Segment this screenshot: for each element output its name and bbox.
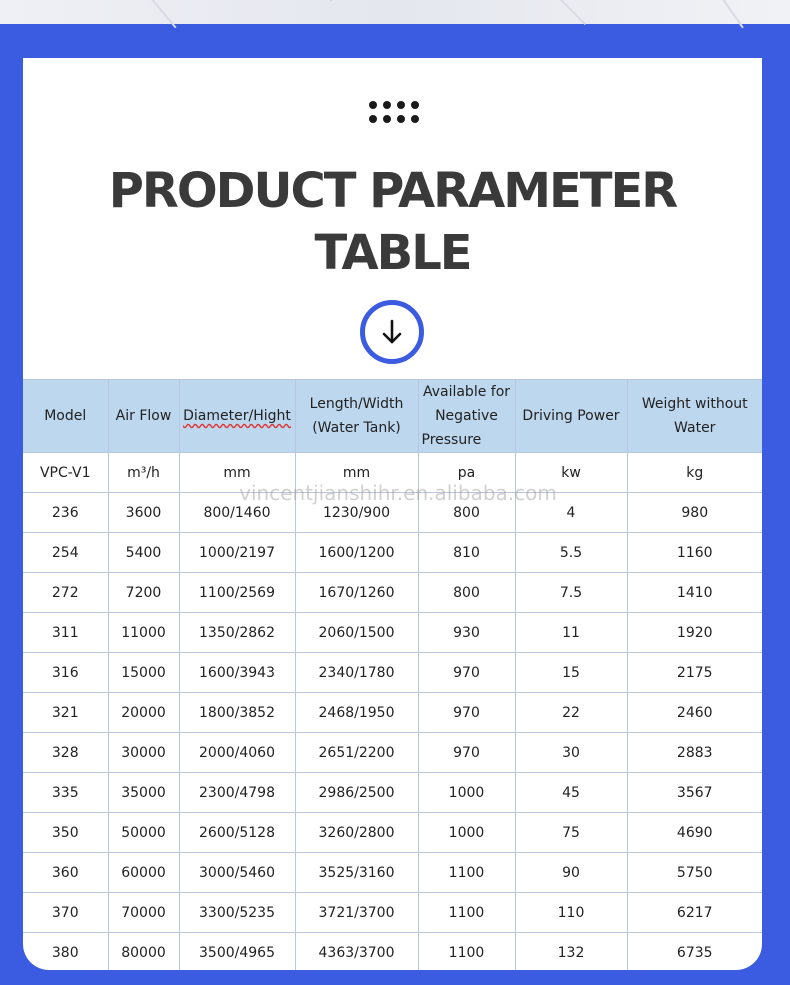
table-cell: 970 [418, 653, 515, 693]
table-cell: 5.5 [515, 533, 627, 573]
title-line-1: PRODUCT PARAMETER [108, 163, 677, 219]
table-row [23, 893, 762, 933]
watermark-text: vincentjianshihr.en.alibaba.com [239, 481, 557, 505]
table-cell: 272 [23, 573, 108, 613]
table-cell: 2600/5128 [179, 813, 295, 853]
table-cell: 11 [515, 613, 627, 653]
table-cell: 236 [23, 493, 108, 533]
title-line-2: TABLE [314, 225, 471, 281]
table-cell: 75 [515, 813, 627, 853]
header-diameter-hight [179, 380, 295, 453]
table-cell: 4690 [627, 813, 762, 853]
table-cell: 1000 [418, 773, 515, 813]
table-cell: 2986/2500 [295, 773, 418, 813]
table-row [23, 573, 762, 613]
table-cell: 15 [515, 653, 627, 693]
table-cell: 1100 [418, 933, 515, 971]
table-cell: 380 [23, 933, 108, 971]
table-cell: 1410 [627, 573, 762, 613]
table-cell: 1920 [627, 613, 762, 653]
table-cell: 321 [23, 693, 108, 733]
table-cell: 316 [23, 653, 108, 693]
table-row [23, 773, 762, 813]
header-model: Model [23, 380, 108, 453]
table-cell: 110 [515, 893, 627, 933]
unit-cell: pa [418, 453, 515, 493]
table-cell: 1600/3943 [179, 653, 295, 693]
table-cell: 970 [418, 693, 515, 733]
unit-cell: kw [515, 453, 627, 493]
table-cell: 970 [418, 733, 515, 773]
table-cell: 1670/1260 [295, 573, 418, 613]
table-row [23, 693, 762, 733]
parameter-card [23, 58, 762, 970]
table-cell: 5750 [627, 853, 762, 893]
table-cell: 4363/3700 [295, 933, 418, 971]
table-cell: 1100 [418, 853, 515, 893]
table-cell: 6735 [627, 933, 762, 971]
table-cell: 90 [515, 853, 627, 893]
table-cell: 7200 [108, 573, 179, 613]
table-units-row [23, 453, 762, 493]
table-cell: 350 [23, 813, 108, 853]
unit-cell: VPC-V1 [23, 453, 108, 493]
table-cell: 11000 [108, 613, 179, 653]
decor-line [719, 0, 744, 28]
table-cell: 1600/1200 [295, 533, 418, 573]
table-cell: 810 [418, 533, 515, 573]
table-row [23, 533, 762, 573]
header-negative-pressure: Available for Negative Pressure [418, 380, 515, 453]
table-cell: 35000 [108, 773, 179, 813]
table-cell: 800 [418, 573, 515, 613]
table-cell: 1000 [418, 813, 515, 853]
table-cell: 3500/4965 [179, 933, 295, 971]
table-cell: 2883 [627, 733, 762, 773]
table-cell: 2060/1500 [295, 613, 418, 653]
table-cell: 132 [515, 933, 627, 971]
header-diameter-hight-text: Diameter/Hight [183, 408, 291, 424]
top-decor-strip [0, 0, 790, 24]
table-cell: 2300/4798 [179, 773, 295, 813]
table-cell: 1100 [418, 893, 515, 933]
table-cell: 30 [515, 733, 627, 773]
table-cell: 1800/3852 [179, 693, 295, 733]
table-cell: 3260/2800 [295, 813, 418, 853]
table-cell: 800/1460 [179, 493, 295, 533]
table-row [23, 933, 762, 971]
table-cell: 3721/3700 [295, 893, 418, 933]
header-weight: Weight without Water [627, 380, 762, 453]
decor-line [329, 0, 353, 2]
table-cell: 1350/2862 [179, 613, 295, 653]
table-cell: 254 [23, 533, 108, 573]
table-cell: 2460 [627, 693, 762, 733]
table-header-row [23, 380, 762, 453]
table-cell: 2651/2200 [295, 733, 418, 773]
table-cell: 2468/1950 [295, 693, 418, 733]
header-length-width: Length/Width (Water Tank) [295, 380, 418, 453]
table-cell: 45 [515, 773, 627, 813]
table-row [23, 813, 762, 853]
table-cell: 7.5 [515, 573, 627, 613]
table-cell: 800 [418, 493, 515, 533]
table-cell: 311 [23, 613, 108, 653]
table-cell: 3525/3160 [295, 853, 418, 893]
table-cell: 2340/1780 [295, 653, 418, 693]
table-cell: 30000 [108, 733, 179, 773]
unit-cell: kg [627, 453, 762, 493]
parameter-table [23, 379, 762, 970]
table-body [23, 493, 762, 971]
table-row [23, 653, 762, 693]
header-air-flow: Air Flow [108, 380, 179, 453]
table-cell: 3567 [627, 773, 762, 813]
table-cell: 15000 [108, 653, 179, 693]
table-cell: 70000 [108, 893, 179, 933]
table-cell: 3000/5460 [179, 853, 295, 893]
decor-line [149, 0, 176, 28]
table-cell: 328 [23, 733, 108, 773]
table-cell: 980 [627, 493, 762, 533]
table-cell: 2175 [627, 653, 762, 693]
table-cell: 22 [515, 693, 627, 733]
table-cell: 4 [515, 493, 627, 533]
header-driving-power: Driving Power [515, 380, 627, 453]
table-row [23, 613, 762, 653]
table-cell: 360 [23, 853, 108, 893]
table-cell: 1160 [627, 533, 762, 573]
table-cell: 3600 [108, 493, 179, 533]
table-cell: 60000 [108, 853, 179, 893]
table-cell: 930 [418, 613, 515, 653]
unit-cell: m³/h [108, 453, 179, 493]
table-cell: 50000 [108, 813, 179, 853]
table-row [23, 733, 762, 773]
unit-cell: mm [179, 453, 295, 493]
table-cell: 335 [23, 773, 108, 813]
unit-cell: mm [295, 453, 418, 493]
table-cell: 1000/2197 [179, 533, 295, 573]
table-row [23, 493, 762, 533]
table-cell: 20000 [108, 693, 179, 733]
table-cell: 2000/4060 [179, 733, 295, 773]
page-title [23, 160, 762, 284]
table-cell: 370 [23, 893, 108, 933]
arrow-down-icon [360, 300, 424, 364]
table-cell: 5400 [108, 533, 179, 573]
table-cell: 1100/2569 [179, 573, 295, 613]
table-cell: 80000 [108, 933, 179, 971]
table-cell: 1230/900 [295, 493, 418, 533]
decor-line [559, 0, 586, 25]
table-row [23, 853, 762, 893]
table-cell: 3300/5235 [179, 893, 295, 933]
dots-grid-icon [369, 101, 421, 123]
table-cell: 6217 [627, 893, 762, 933]
